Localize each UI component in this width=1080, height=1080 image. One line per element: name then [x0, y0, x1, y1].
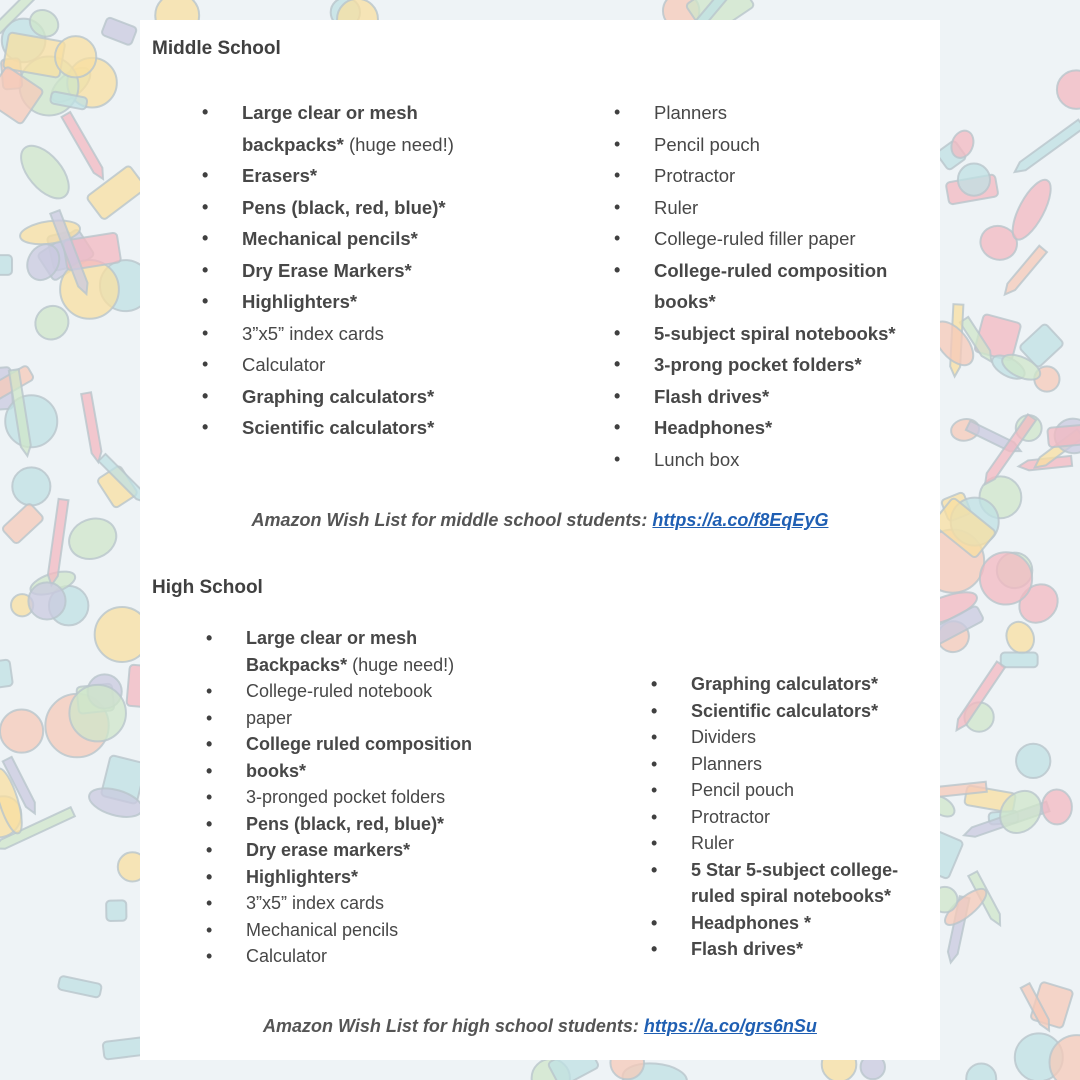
wish-list-label: Amazon Wish List for high school students: — [263, 1016, 639, 1036]
list-item: • Dry Erase Markers* — [202, 255, 492, 287]
list-item: • Headphones * — [651, 910, 931, 937]
list-item: • paper — [206, 705, 506, 732]
list-item: • Headphones* — [614, 412, 914, 444]
list-item: • Mechanical pencils* — [202, 223, 492, 255]
list-item: • 3”x5” index cards — [206, 890, 506, 917]
doodle-shape — [1047, 424, 1080, 447]
high-school-list-right — [651, 671, 931, 963]
list-item: • Mechanical pencils — [206, 917, 506, 944]
list-item: • Flash drives* — [614, 381, 914, 413]
list-item: • Erasers* — [202, 160, 492, 192]
doodle-shape — [106, 900, 126, 921]
list-item: • Scientific calculators* — [202, 412, 492, 444]
supply-list-card — [140, 20, 940, 1060]
list-item: • Dry erase markers* — [206, 837, 506, 864]
list-item: • 5 Star 5-subject college-ruled spiral notebooks* — [651, 857, 921, 910]
list-item: • College-ruled composition books* — [614, 255, 899, 318]
doodle-shape — [55, 36, 96, 77]
list-item: • Large clear or mesh backpacks* (huge need!) — [202, 97, 492, 160]
high-school-list-left — [206, 625, 506, 970]
list-item: • Flash drives* — [651, 936, 931, 963]
list-item: • Pens (black, red, blue)* — [202, 192, 492, 224]
high-school-wish-list — [140, 1016, 940, 1037]
list-item: • Protractor — [651, 804, 931, 831]
list-item: • Graphing calculators* — [651, 671, 931, 698]
list-item: • Scientific calculators* — [651, 698, 931, 725]
list-item: • Planners — [651, 751, 931, 778]
list-item: • Large clear or mesh Backpacks* (huge need!) — [206, 625, 476, 678]
list-item: • 3-prong pocket folders* — [614, 349, 914, 381]
list-item: • Pencil pouch — [651, 777, 931, 804]
list-item: • Protractor — [614, 160, 914, 192]
doodle-shape — [12, 467, 50, 505]
middle-school-wish-list-link[interactable]: https://a.co/f8EqEyG — [652, 510, 829, 530]
list-item: • Highlighters* — [202, 286, 492, 318]
list-item: • Calculator — [202, 349, 492, 381]
doodle-shape — [1041, 789, 1072, 825]
list-item: • Lunch box — [614, 444, 914, 476]
doodle-shape — [0, 709, 43, 752]
list-item: • Highlighters* — [206, 864, 506, 891]
list-item: • Pens (black, red, blue)* — [206, 811, 506, 838]
list-item: • Graphing calculators* — [202, 381, 492, 413]
doodle-shape — [69, 685, 126, 742]
list-item: • Ruler — [651, 830, 931, 857]
list-item: • Calculator — [206, 943, 506, 970]
list-item: • Dividers — [651, 724, 931, 751]
middle-school-list-left — [202, 97, 492, 444]
middle-school-list-right — [614, 97, 914, 475]
doodle-shape — [1001, 652, 1038, 667]
list-item: • books* — [206, 758, 506, 785]
list-item: • Ruler — [614, 192, 914, 224]
list-item: • College-ruled filler paper — [614, 223, 914, 255]
doodle-shape — [980, 552, 1032, 604]
list-item: • 3”x5” index cards — [202, 318, 492, 350]
doodle-shape — [0, 255, 12, 275]
list-item: • College ruled composition — [206, 731, 506, 758]
wish-list-label: Amazon Wish List for middle school students: — [251, 510, 648, 530]
middle-school-wish-list — [140, 510, 940, 531]
list-item: • College-ruled notebook — [206, 678, 506, 705]
list-item: • Pencil pouch — [614, 129, 914, 161]
doodle-shape — [958, 164, 990, 196]
list-item: • 5-subject spiral notebooks* — [614, 318, 914, 350]
high-school-heading: High School — [152, 577, 263, 598]
doodle-shape — [28, 582, 65, 619]
list-item: • Planners — [614, 97, 914, 129]
doodle-shape — [1016, 744, 1050, 778]
middle-school-heading: Middle School — [152, 38, 281, 59]
list-item: • 3-pronged pocket folders — [206, 784, 506, 811]
high-school-wish-list-link[interactable]: https://a.co/grs6nSu — [643, 1016, 817, 1036]
